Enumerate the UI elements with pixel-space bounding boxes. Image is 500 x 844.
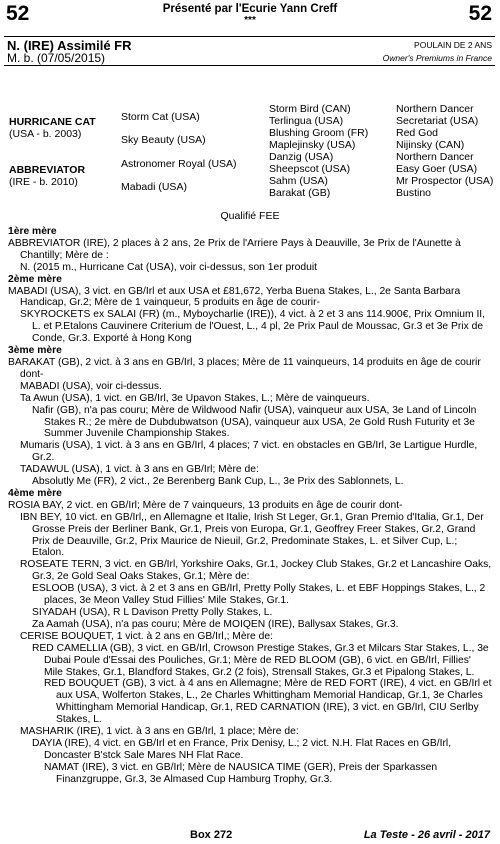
pedigree-entry: ROSIA BAY, 2 vict. en GB/Irl; Mère de 7 vainqueurs, 13 produits en âge de courir dont- xyxy=(8,499,403,511)
gen2-4: Mabadi (USA) xyxy=(121,181,187,193)
pedigree-entry: Nafir (GB), n'a pas couru; Mère de Wildwood Nafir (USA), vainqueur aux USA, 3e Land of Lincoln Stakes R.; 2e mère de Dubdubwatson (USA), vainqueur aux USA, 2e Gold Rush Futurity et 3e Summer Juvenile Championship Stakes. xyxy=(32,404,477,440)
pedigree-entry: TADAWUL (USA), 1 vict. à 3 ans en GB/Irl; Mère de: xyxy=(20,464,259,476)
sire-name: HURRICANE CAT xyxy=(9,116,96,128)
pedigree-entry: ESLOOB (USA), 3 vict. à 2 et 3 ans en GB/Irl, Pretty Polly Stakes, L. et EBF Hoppings Stakes, L., 2 places, 3e Meon Valley Stud Fillies' Mile Stakes, Gr.1. xyxy=(32,583,486,607)
gen4-7: Mr Prospector (USA) xyxy=(396,175,494,187)
catalogue-body xyxy=(8,226,492,786)
pedigree-entry: Za Aamah (USA), n'a pas couru; Mère de MOIQEN (IRE), Ballysax Stakes, Gr.3. xyxy=(32,618,399,630)
gen3-3: Blushing Groom (FR) xyxy=(269,127,369,139)
horse-birth: M. b. (07/05/2015) xyxy=(7,51,106,65)
sale-place-date: La Teste - 26 avril - 2017 xyxy=(363,829,490,841)
horse-title-box xyxy=(4,36,495,66)
gen4-6: Easy Goer (USA) xyxy=(396,163,478,175)
owner-premium: Owner's Premiums in France xyxy=(382,53,492,63)
pedigree-entry: ROSEATE TERN, 3 vict. en GB/Irl, Yorkshire Oaks, Gr.1, Jockey Club Stakes, Gr.2 et Lancashire Oaks, Gr.3, 2e Gold Seal Oaks Stakes, Gr.1; Mère de: xyxy=(20,559,492,583)
box-number: Box 272 xyxy=(190,829,233,841)
page-footer xyxy=(0,829,500,843)
pedigree-entry: MABADI (USA), voir ci-dessus. xyxy=(20,380,162,392)
pedigree-entry: Mumaris (USA), 1 vict. à 3 ans en GB/Irl, 4 places; 7 vict. en obstacles en GB/Irl, 3e Lartigue Hurdle, Gr.2. xyxy=(20,440,478,464)
dam-section-heading: 1ère mère xyxy=(8,226,57,237)
pedigree-entry: MABADI (USA), 3 vict. en GB/Irl et aux USA et £81,672, Yerba Buena Stakes, L., 2e Santa Barbara Handicap, Gr.2; Mère de 1 vainqueur, 5 produits en âge de courir- xyxy=(8,285,461,309)
dam-section-heading: 4ème mère xyxy=(8,487,62,499)
lot-number-left: 52 xyxy=(6,2,30,25)
gen3-2: Terlingua (USA) xyxy=(269,115,344,127)
gen4-4: Nijinsky (CAN) xyxy=(396,139,465,151)
pedigree-entry: ABBREVIATOR (IRE), 2 places à 2 ans, 2e Prix de l'Arriere Pays à Deauville, 3e Prix de l'Aunette à Chantilly; Mère de : xyxy=(8,237,461,261)
pedigree-entry: SKYROCKETS ex SALAI (FR) (m., Myboycharlie (IRE)), 4 vict. à 2 et 3 ans 114.900€, Prix Omnium II, L. et P.Etalons Cauvinere Criterium de l'Ouest, L., 4 pl, 2e Prix Paul de Moussac, Gr.3 et 3e Prix de Conde, Gr.3. Exporté à Hong Kong xyxy=(20,309,486,345)
horse-name: N. (IRE) Assimilé FR xyxy=(7,38,132,53)
pedigree-entry: MASHARIK (IRE), 1 vict. à 3 ans en GB/Irl, 1 place; Mère de: xyxy=(20,726,299,738)
pedigree-entry: N. (2015 m., Hurricane Cat (USA), voir ci-dessus, son 1er produit xyxy=(20,261,318,273)
pedigree-entry: Ta Awun (USA), 1 vict. en GB/Irl, 3e Upavon Stakes, L.; Mère de vainqueurs. xyxy=(20,392,370,404)
gen3-6: Sheepscot (USA) xyxy=(269,163,351,175)
pedigree-entry: BARAKAT (GB), 2 vict. à 3 ans en GB/Irl, 3 places; Mère de 11 vainqueurs, 14 produits en âge de courir dont- xyxy=(8,356,481,380)
page-header xyxy=(0,2,500,36)
pedigree-entry: RED CAMELLIA (GB), 3 vict. en GB/Irl, Crowson Prestige Stakes, Gr.3 et Milcars Star Stakes, L., 3e Dubai Poule d'Essai des Pouliches, Gr.1; Mère de RED BLOOM (GB), 6 vict. en GB/Irl, Fillies' Mile Stakes, Gr.1, Blandford Stakes, Gr.2 (2 fois), Strensall Stakes, Gr.3 et Pipalong Stakes, L. xyxy=(32,642,489,678)
gen4-5: Northern Dancer xyxy=(396,151,474,163)
pedigree-entry: DAYIA (IRE), 4 vict. en GB/Irl et en France, Prix Denisy, L.; 2 vict. N.H. Flat Races en GB/Irl, Doncaster B'stck Sale Mares NH Flat Race. xyxy=(32,737,452,761)
gen3-4: Maplejinsky (USA) xyxy=(269,139,356,151)
dam-info: (IRE - b. 2010) xyxy=(9,176,78,188)
pedigree-entry: RED BOUQUET (GB), 3 vict. à 4 ans en Allemagne; Mère de RED FORT (IRE), 4 vict. en GB/Irl et aux USA, Wolferton Stakes, L., 2e Charles Whittingham Memorial Handicap, Gr.1, 3e Charles Whittingham Memorial Handicap, Gr.1, RED CARNATION (IRE), 3 vict. en GB/Irl, CIU Serlby Stakes, L. xyxy=(44,678,492,726)
gen3-1: Storm Bird (CAN) xyxy=(269,103,351,115)
pedigree-entry: NAMAT (IRE), 3 vict. en GB/Irl; Mère de NAUSICA TIME (GER), Preis der Sparkassen Finanzgruppe, Gr.3, 3e Almased Cup Hamburg Trophy, Gr.3. xyxy=(44,761,438,785)
pedigree-entry: IBN BEY, 10 vict. en GB/Irl,, en Allemagne et Italie, Irish St Leger, Gr.1, Gran Premio d'Italia, Gr.1, Der Grosse Preis der Berliner Bank, Gr.1, Preis von Europa, Gr.1, Geoffrey Freer Stakes, Gr.2, Grand Prix de Deauville, Gr.2, Prix Maurice de Nieuil, Gr.2, Predominate Stakes, L. et Silver Cup, L.; Etalon. xyxy=(20,511,484,559)
sire-info: (USA - b. 2003) xyxy=(9,128,82,140)
gen2-2: Sky Beauty (USA) xyxy=(121,134,206,146)
stars: *** xyxy=(244,15,256,26)
presenter: Présenté par l'Ecurie Yann Creff xyxy=(162,3,338,15)
gen4-8: Bustino xyxy=(396,187,432,199)
pedigree-entry: SIYADAH (USA), R L Davison Pretty Polly Stakes, L. xyxy=(32,607,273,618)
gen4-3: Red God xyxy=(396,127,439,139)
pedigree-entry: Absolutly Me (FR), 2 vict., 2e Berenberg Bank Cup, L., 3e Prix des Sablonnets, L. xyxy=(32,476,404,488)
horse-sex-age: POULAIN DE 2 ANS xyxy=(414,40,492,50)
dam-section-heading: 3ème mère xyxy=(8,345,62,357)
pedigree-entry: CERISE BOUQUET, 1 vict. à 2 ans en GB/Irl,; Mère de: xyxy=(20,630,273,642)
gen3-7: Sahm (USA) xyxy=(269,175,328,187)
qualification: Qualifié FEE xyxy=(220,210,280,222)
gen4-2: Secretariat (USA) xyxy=(396,115,479,127)
dam-name: ABBREVIATOR xyxy=(9,164,86,176)
gen2-3: Astronomer Royal (USA) xyxy=(121,158,237,170)
dam-section-heading: 2ème mère xyxy=(8,273,62,285)
lot-number-right: 52 xyxy=(468,2,492,25)
gen3-5: Danzig (USA) xyxy=(269,151,334,163)
gen3-8: Barakat (GB) xyxy=(269,187,331,199)
gen4-1: Northern Dancer xyxy=(396,103,474,115)
gen2-1: Storm Cat (USA) xyxy=(121,111,200,123)
